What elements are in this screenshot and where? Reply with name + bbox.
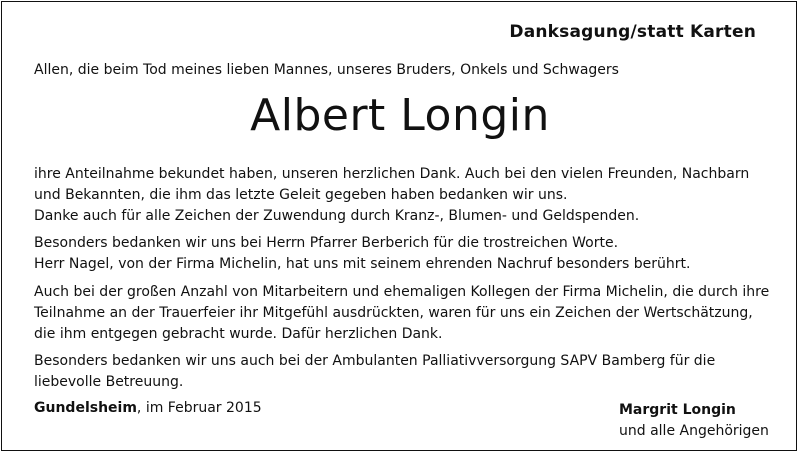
text-line: ihre Anteilnahme bekundet haben, unseren herzlichen Dank. Auch bei den vielen Freunden, Nachbarn [34,166,750,182]
paragraph-pastor [34,233,774,275]
signature-block [619,400,769,442]
deceased-name: Albert Longin [250,90,550,141]
text-line: liebevolle Betreuung. [34,374,184,390]
text-line: Teilnahme an der Trauerfeier ihr Mitgefühl ausdrückten, waren für uns ein Zeichen der Wertschätzung, [34,305,753,321]
text-line: Herr Nagel, von der Firma Michelin, hat uns mit seinem ehrenden Nachruf besonders berührt. [34,256,691,272]
place-date [34,400,262,416]
place-name: Gundelsheim [34,400,137,416]
text-line: und Bekannten, die ihm das letzte Geleit gegeben haben bedanken wir uns. [34,187,568,203]
text-line: Besonders bedanken wir uns auch bei der Ambulanten Palliativversorgung SAPV Bamberg für die [34,353,716,369]
signer-name: Margrit Longin [619,402,736,418]
text-line: Danke auch für alle Zeichen der Zuwendung durch Kranz-, Blumen- und Geldspenden. [34,208,640,224]
obituary-notice [1,1,797,451]
notice-header: Danksagung/statt Karten [509,22,756,42]
text-line: die ihm entgegen gebracht wurde. Dafür herzlichen Dank. [34,326,443,342]
text-line: Auch bei der großen Anzahl von Mitarbeitern und ehemaligen Kollegen der Firma Michelin, die durch ihre [34,284,770,300]
text-line: Besonders bedanken wir uns bei Herrn Pfarrer Berberich für die trostreichen Worte. [34,235,619,251]
signer-subtitle: und alle Angehörigen [619,423,769,439]
paragraph-colleagues [34,282,774,345]
paragraph-thanks [34,164,774,227]
intro-line: Allen, die beim Tod meines lieben Mannes, unseres Bruders, Onkels und Schwagers [34,62,619,78]
date-text: , im Februar 2015 [136,400,262,416]
paragraph-palliative [34,351,774,393]
